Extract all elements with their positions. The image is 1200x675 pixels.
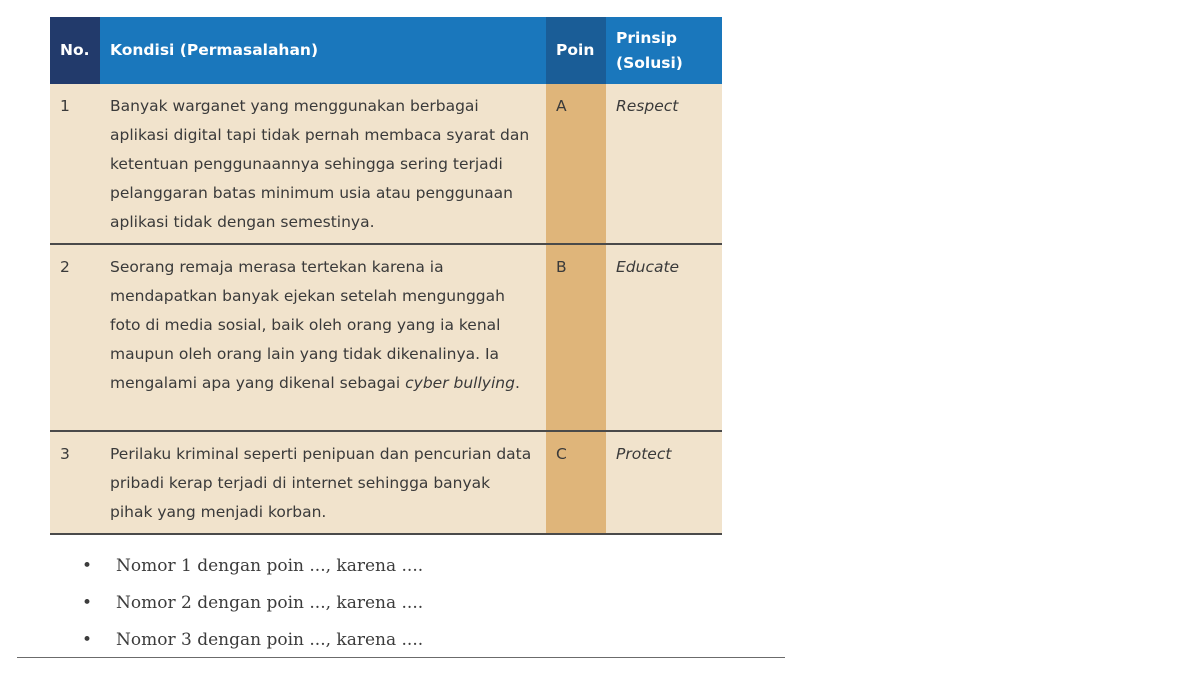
cell-kondisi: Perilaku kriminal seperti penipuan dan pencurian data pribadi kerap terjadi di internet sehingga banyak pihak yang menjadi korban. xyxy=(100,431,546,534)
cell-poin: C xyxy=(546,431,606,534)
cell-poin: B xyxy=(546,244,606,431)
answer-text: Nomor 1 dengan poin ..., karena .... xyxy=(116,556,424,576)
cell-no: 1 xyxy=(50,84,100,244)
header-poin: Poin xyxy=(546,17,606,84)
header-row xyxy=(50,17,722,84)
cell-kondisi: Banyak warganet yang menggunakan berbagai aplikasi digital tapi tidak pernah membaca syarat dan ketentuan penggunaannya sehingga sering terjadi pelanggaran batas minimum usia atau penggunaan aplikasi tidak dengan semestinya. xyxy=(100,84,546,244)
table-row xyxy=(50,431,722,534)
bullet-icon: • xyxy=(82,556,93,576)
header-kondisi: Kondisi (Permasalahan) xyxy=(100,17,546,84)
bullet-icon: • xyxy=(82,593,93,613)
table-row xyxy=(50,244,722,431)
list-item xyxy=(82,622,423,659)
list-item xyxy=(82,548,423,585)
kondisi-text-end: . xyxy=(514,374,520,392)
cell-kondisi xyxy=(100,244,546,431)
kondisi-table xyxy=(50,17,722,535)
bullet-icon: • xyxy=(82,630,93,650)
cell-no: 3 xyxy=(50,431,100,534)
cell-prinsip: Respect xyxy=(606,84,722,244)
table-header xyxy=(50,17,722,84)
list-item xyxy=(82,585,423,622)
table-body xyxy=(50,84,722,534)
cell-prinsip: Protect xyxy=(606,431,722,534)
bottom-divider xyxy=(17,657,785,658)
answer-list xyxy=(82,548,423,659)
table-row xyxy=(50,84,722,244)
header-no: No. xyxy=(50,17,100,84)
kondisi-text: Seorang remaja merasa tertekan karena ia mendapatkan banyak ejekan setelah mengunggah foto di media sosial, baik oleh orang yang ia kenal maupun oleh orang lain yang tidak dikenalinya. Ia mengalami apa yang dikenal sebagai xyxy=(110,258,505,392)
answer-text: Nomor 3 dengan poin ..., karena .... xyxy=(116,630,424,650)
header-prinsip: Prinsip (Solusi) xyxy=(606,17,722,84)
kondisi-term-italic: cyber bullying xyxy=(405,374,515,392)
answer-text: Nomor 2 dengan poin ..., karena .... xyxy=(116,593,424,613)
cell-poin: A xyxy=(546,84,606,244)
cell-no: 2 xyxy=(50,244,100,431)
cell-prinsip: Educate xyxy=(606,244,722,431)
